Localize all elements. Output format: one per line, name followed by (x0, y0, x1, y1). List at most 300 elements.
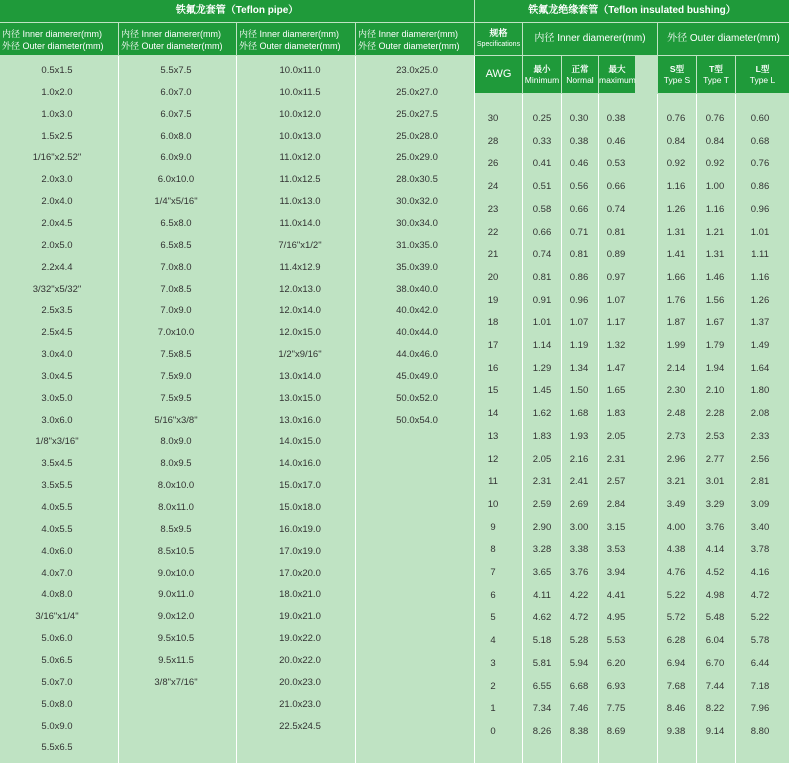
bushing-value-cell: 5.78 (750, 635, 770, 647)
pipe-size-cell: 14.0x15.0 (279, 436, 321, 448)
awg-cell: 14 (487, 408, 499, 420)
bushing-value-cell: 0.46 (569, 158, 589, 170)
bushing-value-cell: 0.53 (606, 158, 626, 170)
pipe-size-cell: 9.0x10.0 (157, 567, 195, 579)
pipe-size-cell: 6.0x10.0 (157, 174, 195, 186)
header-inner-diameter: 内径 Inner diamerer(mm) (121, 29, 222, 39)
bushing-value-cell: 2.84 (606, 498, 626, 510)
pipe-size-cell: 2.2x4.4 (41, 261, 73, 273)
bushing-value-cell: 1.16 (750, 271, 770, 283)
bushing-value-cell: 6.28 (666, 635, 686, 647)
pipe-size-cell: 28.0x30.5 (396, 174, 438, 186)
awg-cell: 24 (487, 181, 499, 193)
pipe-size-cell: 25.0x27.0 (396, 86, 438, 98)
bushing-value-cell: 1.47 (606, 362, 626, 374)
awg-cell: 4 (490, 635, 496, 647)
subheader-en: Normal (566, 75, 594, 85)
awg-cell: 20 (487, 271, 499, 283)
awg-cell: 17 (487, 340, 499, 351)
bushing-value-cell: 1.99 (666, 340, 686, 351)
bushing-value-cell: 0.96 (750, 203, 770, 215)
pipe-size-cell: 7.5x8.5 (160, 349, 192, 361)
bushing-value-cell: 2.41 (569, 476, 589, 488)
subheader-en: Type L (749, 75, 776, 85)
bushing-value-cell: 0.92 (705, 158, 725, 170)
pipe-size-cell: 7.0x8.5 (160, 283, 192, 295)
bushing-value-cell: 3.28 (532, 544, 552, 556)
bushing-value-cell: 0.89 (606, 249, 626, 261)
awg-cell: 10 (487, 498, 499, 510)
bushing-value-cell: 0.86 (750, 181, 770, 193)
pipe-size-cell: 15.0x17.0 (279, 480, 321, 492)
pipe-size-cell: 7.5x9.5 (160, 392, 192, 404)
pipe-size-cell: 20.0x23.0 (279, 676, 321, 688)
pipe-size-cell: 3.0x4.0 (41, 349, 73, 361)
teflon-pipe-col-header (119, 23, 236, 55)
awg-cell: 19 (487, 294, 499, 306)
bushing-value-cell: 2.56 (750, 453, 770, 465)
pipe-size-cell: 12.0x15.0 (279, 327, 321, 339)
pipe-size-cell: 10.0x12.0 (279, 108, 321, 120)
bushing-value-cell: 3.38 (569, 544, 589, 556)
awg-cell: 2 (490, 680, 496, 692)
bushing-value-cell: 1.26 (666, 203, 686, 215)
bushing-value-cell: 2.77 (705, 453, 725, 465)
pipe-size-cell: 38.0x40.0 (396, 283, 438, 295)
pipe-size-cell: 7.0x9.0 (160, 305, 192, 317)
pipe-size-cell: 9.0x12.0 (157, 611, 195, 623)
awg-cell: 22 (487, 226, 499, 238)
pipe-size-cell: 6.0x8.0 (160, 130, 192, 142)
subheader-cn: 最小 (533, 64, 551, 74)
bushing-value-cell: 1.64 (750, 362, 770, 374)
bushing-value-cell: 3.29 (705, 498, 725, 510)
bushing-value-cell: 1.19 (569, 340, 589, 351)
bushing-value-cell: 0.81 (606, 226, 626, 238)
pipe-size-cell: 6.5x8.0 (160, 217, 192, 229)
bushing-value-cell: 1.32 (606, 340, 626, 351)
bushing-value-cell: 2.90 (532, 521, 552, 533)
pipe-size-cell: 2.5x4.5 (41, 327, 73, 339)
pipe-size-cell: 45.0x49.0 (396, 370, 438, 382)
pipe-size-cell: 4.0x7.0 (41, 567, 73, 579)
awg-cell: 9 (490, 521, 496, 533)
bushing-value-cell: 0.91 (532, 294, 552, 306)
pipe-size-cell: 40.0x44.0 (396, 327, 438, 339)
bushing-value-cell: 0.96 (569, 294, 589, 306)
teflon-pipe-col-header (356, 23, 474, 55)
bushing-value-cell: 0.56 (569, 181, 589, 193)
spec-label-en: Specifications (476, 41, 521, 48)
bushing-value-cell: 0.76 (705, 113, 725, 124)
pipe-size-cell: 1.0x2.0 (41, 86, 73, 98)
pipe-size-cell: 31.0x35.0 (396, 239, 438, 251)
bushing-value-cell: 0.68 (750, 135, 770, 147)
bushing-value-cell: 1.49 (750, 340, 770, 351)
pipe-size-cell: 11.0x13.0 (279, 196, 321, 208)
bushing-value-cell: 1.87 (666, 317, 686, 329)
bushing-value-cell: 3.53 (606, 544, 626, 556)
pipe-size-cell: 40.0x42.0 (396, 305, 438, 317)
bushing-value-cell: 7.68 (666, 680, 686, 692)
pipe-size-cell: 5.0x7.0 (41, 676, 73, 688)
bushing-value-cell: 2.30 (666, 385, 686, 397)
pipe-size-cell: 7/16"x1/2" (278, 239, 322, 251)
bushing-value-cell: 0.81 (569, 249, 589, 261)
pipe-size-cell: 8.0x11.0 (158, 502, 194, 513)
pipe-size-cell: 3/8"x7/16" (154, 676, 198, 688)
bushing-value-cell: 1.68 (569, 408, 589, 420)
bushing-value-cell: 2.33 (750, 430, 770, 442)
bushing-value-cell: 1.26 (750, 294, 770, 306)
awg-cell: 11 (488, 476, 498, 488)
bushing-value-cell: 2.08 (750, 408, 770, 420)
bushing-value-cell: 0.25 (532, 113, 552, 124)
pipe-size-cell: 14.0x16.0 (279, 458, 321, 470)
bushing-value-cell: 2.57 (606, 476, 626, 488)
pipe-size-cell: 5.5x6.5 (41, 742, 73, 754)
bushing-value-cell: 6.70 (705, 657, 725, 669)
pipe-size-cell: 19.0x21.0 (279, 611, 321, 623)
bushing-value-cell: 0.38 (569, 135, 589, 147)
bushing-value-cell: 1.62 (532, 408, 552, 420)
bushing-value-cell: 4.62 (532, 612, 552, 624)
subheader-0 (523, 56, 561, 93)
awg-cell: 23 (487, 203, 499, 215)
bushing-value-cell: 9.38 (666, 725, 686, 737)
awg-cell: 12 (487, 453, 499, 465)
pipe-size-cell: 8.0x9.5 (160, 458, 192, 470)
bushing-value-cell: 1.00 (705, 181, 725, 193)
pipe-size-cell: 1.5x2.5 (41, 130, 73, 142)
bushing-value-cell: 1.11 (751, 249, 769, 261)
pipe-size-cell: 12.0x14.0 (279, 305, 321, 317)
bushing-value-cell: 3.09 (750, 498, 770, 510)
pipe-size-cell: 2.0x5.0 (41, 239, 73, 251)
subheader-en: Type T (703, 75, 729, 85)
bushing-value-cell: 4.98 (705, 589, 725, 601)
bushing-value-cell: 7.46 (569, 703, 589, 715)
bushing-value-cell: 8.26 (532, 725, 552, 737)
subheader-2 (599, 56, 635, 93)
bushing-value-cell: 1.66 (666, 271, 686, 283)
pipe-size-cell: 10.0x11.0 (279, 65, 321, 76)
bushing-value-cell: 0.58 (532, 203, 552, 215)
bushing-value-cell: 6.68 (569, 680, 589, 692)
pipe-size-cell: 13.0x15.0 (279, 392, 321, 404)
subheader-3 (658, 56, 696, 93)
pipe-size-cell: 1/16"x2.52" (32, 152, 82, 164)
outer-diameter-header: 外径 Outer diameter(mm) (658, 23, 789, 55)
bushing-value-cell: 3.65 (532, 567, 552, 578)
bushing-value-cell: 2.16 (569, 453, 589, 465)
bushing-value-cell: 1.45 (532, 385, 552, 397)
bushing-value-cell: 2.73 (666, 430, 686, 442)
pipe-size-cell: 3.5x4.5 (41, 458, 73, 470)
pipe-size-cell: 25.0x28.0 (396, 130, 438, 142)
bushing-value-cell: 5.22 (666, 589, 686, 601)
bushing-value-cell: 3.76 (569, 567, 589, 578)
bushing-value-cell: 1.41 (666, 249, 686, 261)
awg-cell: 8 (490, 544, 496, 556)
awg-cell: 7 (490, 567, 496, 578)
pipe-size-cell: 5.0x6.0 (41, 633, 73, 645)
bushing-value-cell: 8.80 (750, 725, 770, 737)
awg-cell: 0 (490, 725, 496, 737)
subheader-4 (697, 56, 735, 93)
pipe-size-cell: 5.5x7.5 (160, 65, 192, 76)
subheader-cn: 正常 (571, 64, 589, 74)
bushing-value-cell: 3.49 (666, 498, 686, 510)
pipe-size-cell: 3.5x5.5 (41, 480, 73, 492)
pipe-size-cell: 6.0x7.0 (160, 86, 192, 98)
pipe-size-cell: 1.0x3.0 (41, 108, 73, 120)
pipe-size-cell: 7.0x10.0 (157, 327, 195, 339)
pipe-size-cell: 23.0x25.0 (396, 65, 438, 76)
bushing-value-cell: 1.17 (606, 317, 626, 329)
pipe-size-cell: 16.0x19.0 (279, 523, 321, 535)
bushing-value-cell: 5.81 (532, 657, 552, 669)
pipe-size-cell: 3/32"x5/32" (32, 283, 82, 295)
pipe-size-cell: 3.0x5.0 (41, 392, 73, 404)
awg-cell: 15 (487, 385, 499, 397)
bushing-value-cell: 8.46 (666, 703, 686, 715)
awg-cell: 26 (487, 158, 499, 170)
pipe-size-cell: 25.0x29.0 (396, 152, 438, 164)
bushing-value-cell: 0.76 (750, 158, 770, 170)
bushing-value-cell: 0.84 (705, 135, 725, 147)
subheader-en: Type S (663, 75, 691, 85)
bushing-value-cell: 7.44 (705, 680, 725, 692)
bushing-value-cell: 4.22 (569, 589, 589, 601)
spec-label: 规格 (489, 28, 508, 38)
pipe-size-cell: 17.0x19.0 (279, 545, 321, 557)
pipe-size-cell: 7.5x9.0 (160, 370, 192, 382)
bushing-value-cell: 6.94 (666, 657, 686, 669)
bushing-value-cell: 0.92 (666, 158, 686, 170)
header-inner-diameter: 内径 Inner diamerer(mm) (239, 29, 340, 39)
bushing-value-cell: 4.72 (750, 589, 770, 601)
bushing-value-cell: 1.01 (750, 226, 770, 238)
bushing-value-cell: 5.48 (705, 612, 725, 624)
subheader-en: Minimum (524, 75, 560, 85)
bushing-value-cell: 1.14 (532, 340, 552, 351)
pipe-size-cell: 9.5x10.5 (157, 633, 195, 645)
pipe-size-cell: 8.0x10.0 (157, 480, 195, 492)
awg-cell: 5 (490, 612, 496, 624)
pipe-size-cell: 13.0x14.0 (279, 370, 321, 382)
bushing-value-cell: 0.38 (606, 113, 626, 124)
bushing-value-cell: 8.38 (569, 725, 589, 737)
pipe-size-cell: 5/16"x3/8" (154, 414, 198, 426)
pipe-size-cell: 30.0x34.0 (396, 217, 438, 229)
awg-cell: 13 (487, 430, 499, 442)
pipe-size-cell: 11.0x12.5 (279, 174, 321, 186)
pipe-size-cell: 30.0x32.0 (396, 196, 438, 208)
bushing-value-cell: 2.31 (606, 453, 626, 465)
inner-diameter-header: 内径 Inner diamerer(mm) (523, 23, 657, 55)
awg-cell: 1 (490, 703, 496, 715)
bushing-value-cell: 3.76 (705, 521, 725, 533)
bushing-value-cell: 2.31 (532, 476, 552, 488)
pipe-size-cell: 12.0x13.0 (279, 283, 321, 295)
pipe-size-cell: 22.5x24.5 (279, 720, 321, 732)
pipe-size-cell: 6.0x7.5 (160, 108, 192, 120)
bushing-value-cell: 7.96 (750, 703, 770, 715)
bushing-value-cell: 0.84 (666, 135, 686, 147)
pipe-size-cell: 4.0x5.5 (41, 502, 73, 513)
teflon-pipe-col-header (237, 23, 355, 55)
pipe-size-cell: 1/8"x3/16" (35, 436, 79, 448)
subheader-cn: T型 (709, 64, 723, 74)
pipe-size-cell: 20.0x22.0 (279, 654, 321, 666)
bushing-value-cell: 1.31 (666, 226, 686, 238)
bushing-value-cell: 1.83 (606, 408, 626, 420)
bushing-value-cell: 1.21 (705, 226, 725, 238)
bushing-value-cell: 0.86 (569, 271, 589, 283)
subheader-5 (736, 56, 789, 93)
bushing-value-cell: 0.66 (606, 181, 626, 193)
bushing-value-cell: 0.74 (606, 203, 626, 215)
bushing-value-cell: 2.05 (606, 430, 626, 442)
pipe-size-cell: 10.0x13.0 (279, 130, 321, 142)
teflon-bushing-table (475, 0, 789, 763)
bushing-value-cell: 1.16 (705, 203, 725, 215)
bushing-value-cell: 1.56 (705, 294, 725, 306)
bushing-value-cell: 2.69 (569, 498, 589, 510)
bushing-value-cell: 1.94 (705, 362, 725, 374)
awg-cell: 18 (487, 317, 499, 329)
bushing-value-cell: 1.65 (606, 385, 626, 397)
pipe-size-cell: 19.0x22.0 (279, 633, 321, 645)
bushing-value-cell: 1.83 (532, 430, 552, 442)
awg-cell: 21 (487, 249, 499, 261)
bushing-value-cell: 4.00 (666, 521, 686, 533)
bushing-value-cell: 6.55 (532, 680, 552, 692)
pipe-size-cell: 8.5x10.5 (157, 545, 195, 557)
bushing-value-cell: 0.81 (532, 271, 552, 283)
pipe-size-cell: 4.0x5.5 (41, 523, 73, 535)
pipe-size-cell: 5.0x9.0 (41, 720, 73, 732)
bushing-value-cell: 3.94 (606, 567, 626, 578)
bushing-value-cell: 7.75 (606, 703, 626, 715)
bushing-value-cell: 4.38 (666, 544, 686, 556)
pipe-size-cell: 50.0x54.0 (396, 414, 438, 426)
pipe-size-cell: 2.0x4.0 (41, 196, 73, 208)
bushing-value-cell: 5.72 (666, 612, 686, 624)
pipe-size-cell: 25.0x27.5 (396, 108, 438, 120)
pipe-size-cell: 2.0x3.0 (41, 174, 73, 186)
bushing-value-cell: 7.18 (750, 680, 770, 692)
bushing-value-cell: 6.04 (705, 635, 725, 647)
bushing-value-cell: 3.78 (750, 544, 770, 556)
subheader-1 (562, 56, 598, 93)
awg-cell: 16 (487, 362, 499, 374)
pipe-size-cell: 3.0x6.0 (41, 414, 73, 426)
pipe-size-cell: 11.4x12.9 (279, 261, 321, 273)
bushing-value-cell: 1.34 (569, 362, 589, 374)
bushing-value-cell: 5.94 (569, 657, 589, 669)
bushing-value-cell: 3.01 (705, 476, 725, 488)
pipe-size-cell: 5.0x8.0 (41, 698, 73, 710)
pipe-size-cell: 1/4"x5/16" (154, 196, 198, 208)
bushing-value-cell: 1.93 (569, 430, 589, 442)
bushing-value-cell: 2.28 (705, 408, 725, 420)
bushing-value-cell: 5.18 (532, 635, 552, 647)
bushing-value-cell: 6.93 (606, 680, 626, 692)
bushing-value-cell: 2.48 (666, 408, 686, 420)
pipe-size-cell: 15.0x18.0 (279, 502, 321, 513)
bushing-value-cell: 1.31 (705, 249, 725, 261)
bushing-value-cell: 1.07 (569, 317, 589, 329)
pipe-size-cell: 3/16"x1/4" (35, 611, 79, 623)
teflon-pipe-col-header (0, 23, 118, 55)
pipe-size-cell: 1/2"x9/16" (278, 349, 322, 361)
pipe-size-cell: 13.0x16.0 (279, 414, 321, 426)
pipe-size-cell: 17.0x20.0 (279, 567, 321, 579)
pipe-size-cell: 8.0x9.0 (160, 436, 192, 448)
header-inner-diameter: 内径 Inner diamerer(mm) (2, 29, 103, 39)
bushing-value-cell: 2.10 (705, 385, 725, 397)
bushing-value-cell: 0.51 (532, 181, 552, 193)
bushing-value-cell: 1.16 (666, 181, 686, 193)
bushing-value-cell: 1.76 (666, 294, 686, 306)
pipe-size-cell: 0.5x1.5 (41, 65, 73, 76)
subheader-cn: L型 (755, 64, 770, 74)
bushing-value-cell: 3.40 (750, 521, 770, 533)
pipe-size-cell: 50.0x52.0 (396, 392, 438, 404)
bushing-value-cell: 0.60 (750, 113, 770, 124)
bushing-value-cell: 8.22 (705, 703, 725, 715)
bushing-value-cell: 0.71 (569, 226, 589, 238)
awg-cell: 6 (490, 589, 496, 601)
pipe-size-cell: 44.0x46.0 (396, 349, 438, 361)
bushing-value-cell: 4.72 (569, 612, 589, 624)
subheader-en: maximum (599, 75, 636, 85)
bushing-value-cell: 1.50 (569, 385, 589, 397)
pipe-size-cell: 6.5x8.5 (160, 239, 192, 251)
bushing-value-cell: 4.41 (606, 589, 626, 601)
bushing-value-cell: 1.46 (705, 271, 725, 283)
pipe-size-cell: 11.0x12.0 (279, 152, 321, 164)
bushing-value-cell: 1.80 (750, 385, 770, 397)
bushing-value-cell: 3.15 (606, 521, 626, 533)
teflon-bushing-caption: 铁氟龙绝缘套管（Teflon insulated bushing） (475, 0, 789, 22)
spec-header (475, 23, 522, 55)
bushing-value-cell: 4.76 (666, 567, 686, 578)
bushing-value-cell: 7.34 (532, 703, 552, 715)
bushing-value-cell: 2.05 (532, 453, 552, 465)
bushing-value-cell: 0.30 (569, 113, 589, 124)
pipe-size-cell: 2.0x4.5 (41, 217, 73, 229)
teflon-pipe-caption: 铁氟龙套管（Teflon pipe） (0, 0, 474, 22)
header-outer-diameter: 外径 Outer diameter(mm) (121, 41, 223, 51)
subheader-cn: S型 (669, 64, 685, 74)
awg-header: AWG (475, 56, 522, 93)
pipe-size-cell: 4.0x8.0 (41, 589, 73, 601)
pipe-size-cell: 2.5x3.5 (41, 305, 73, 317)
subheader-cn: 最大 (608, 64, 626, 74)
pipe-size-cell: 18.0x21.0 (279, 589, 321, 601)
bushing-value-cell: 9.14 (705, 725, 725, 737)
pipe-size-cell: 11.0x14.0 (279, 217, 321, 229)
bushing-value-cell: 0.46 (606, 135, 626, 147)
pipe-size-cell: 3.0x4.5 (41, 370, 73, 382)
bushing-value-cell: 6.20 (606, 657, 626, 669)
bushing-value-cell: 2.81 (750, 476, 770, 488)
header-outer-diameter: 外径 Outer diameter(mm) (2, 41, 104, 51)
bushing-value-cell: 1.67 (705, 317, 725, 329)
